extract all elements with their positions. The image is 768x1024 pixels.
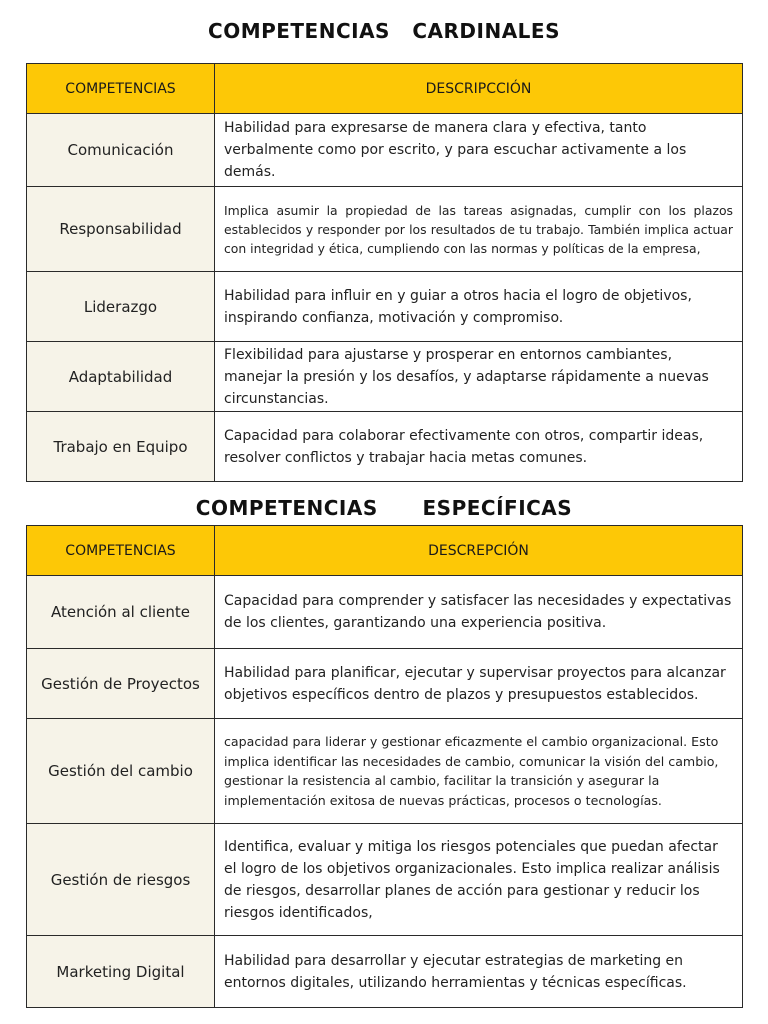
- especificas-table: [26, 525, 743, 1008]
- table-row: [27, 824, 743, 936]
- competencia-name: Comunicación: [27, 114, 215, 187]
- table-row: [27, 187, 743, 272]
- competencia-description: Identifica, evaluar y mitiga los riesgos potenciales que puedan afectar el logro de los objetivos organizacionales. Esto implica realizar análisis de riesgos, desarrollar planes de acción para gestionar y reducir los riesgos identificados,: [215, 824, 743, 936]
- table-row: [27, 649, 743, 719]
- table-row: [27, 936, 743, 1008]
- table-row: [27, 719, 743, 824]
- competencia-name: Atención al cliente: [27, 576, 215, 649]
- header-descripcion: DESCREPCIÓN: [215, 526, 743, 576]
- especificas-title: COMPETENCIAS ESPECÍFICAS: [195, 496, 573, 520]
- competencia-name: Gestión del cambio: [27, 719, 215, 824]
- table-row: [27, 272, 743, 342]
- competencia-description: Habilidad para influir en y guiar a otros hacia el logro de objetivos, inspirando confianza, motivación y compromiso.: [215, 272, 743, 342]
- competencia-name: Adaptabilidad: [27, 342, 215, 412]
- competencia-description: capacidad para liderar y gestionar eficazmente el cambio organizacional. Esto implica identificar las necesidades de cambio, comunicar la visión del cambio, gestionar la resistencia al cambio, facilitar la transición y asegurar la implementación exitosa de nuevas prácticas, procesos o tecnologías.: [215, 719, 743, 824]
- competencia-name: Liderazgo: [27, 272, 215, 342]
- competencia-name: Trabajo en Equipo: [27, 412, 215, 482]
- competencia-description: Flexibilidad para ajustarse y prosperar en entornos cambiantes, manejar la presión y los desafíos, y adaptarse rápidamente a nuevas circunstancias.: [215, 342, 743, 412]
- cardinales-table: [26, 63, 743, 482]
- competencia-name: Gestión de riesgos: [27, 824, 215, 936]
- competencia-description: Capacidad para comprender y satisfacer las necesidades y expectativas de los clientes, garantizando una experiencia positiva.: [215, 576, 743, 649]
- competencia-description: Habilidad para desarrollar y ejecutar estrategias de marketing en entornos digitales, utilizando herramientas y técnicas específicas.: [215, 936, 743, 1008]
- table-row: [27, 576, 743, 649]
- competencia-description: Capacidad para colaborar efectivamente con otros, compartir ideas, resolver conflictos y trabajar hacia metas comunes.: [215, 412, 743, 482]
- competencia-name: Gestión de Proyectos: [27, 649, 215, 719]
- competencia-description: Implica asumir la propiedad de las tareas asignadas, cumplir con los plazos establecidos y responder por los resultados de tu trabajo. También implica actuar con integridad y ética, cumpliendo con las normas y políticas de la empresa,: [215, 187, 743, 272]
- header-competencias: COMPETENCIAS: [27, 526, 215, 576]
- cardinales-title: COMPETENCIAS CARDINALES: [208, 19, 560, 43]
- table-row: [27, 342, 743, 412]
- competencia-description: Habilidad para planificar, ejecutar y supervisar proyectos para alcanzar objetivos específicos dentro de plazos y presupuestos establecidos.: [215, 649, 743, 719]
- competencia-description: Habilidad para expresarse de manera clara y efectiva, tanto verbalmente como por escrito, y para escuchar activamente a los demás.: [215, 114, 743, 187]
- table-row: [27, 114, 743, 187]
- header-competencias: COMPETENCIAS: [27, 64, 215, 114]
- table-header-row: [27, 526, 743, 576]
- table-header-row: [27, 64, 743, 114]
- header-descripcion: DESCRIPCCIÓN: [215, 64, 743, 114]
- table-row: [27, 412, 743, 482]
- competencia-name: Responsabilidad: [27, 187, 215, 272]
- competencia-name: Marketing Digital: [27, 936, 215, 1008]
